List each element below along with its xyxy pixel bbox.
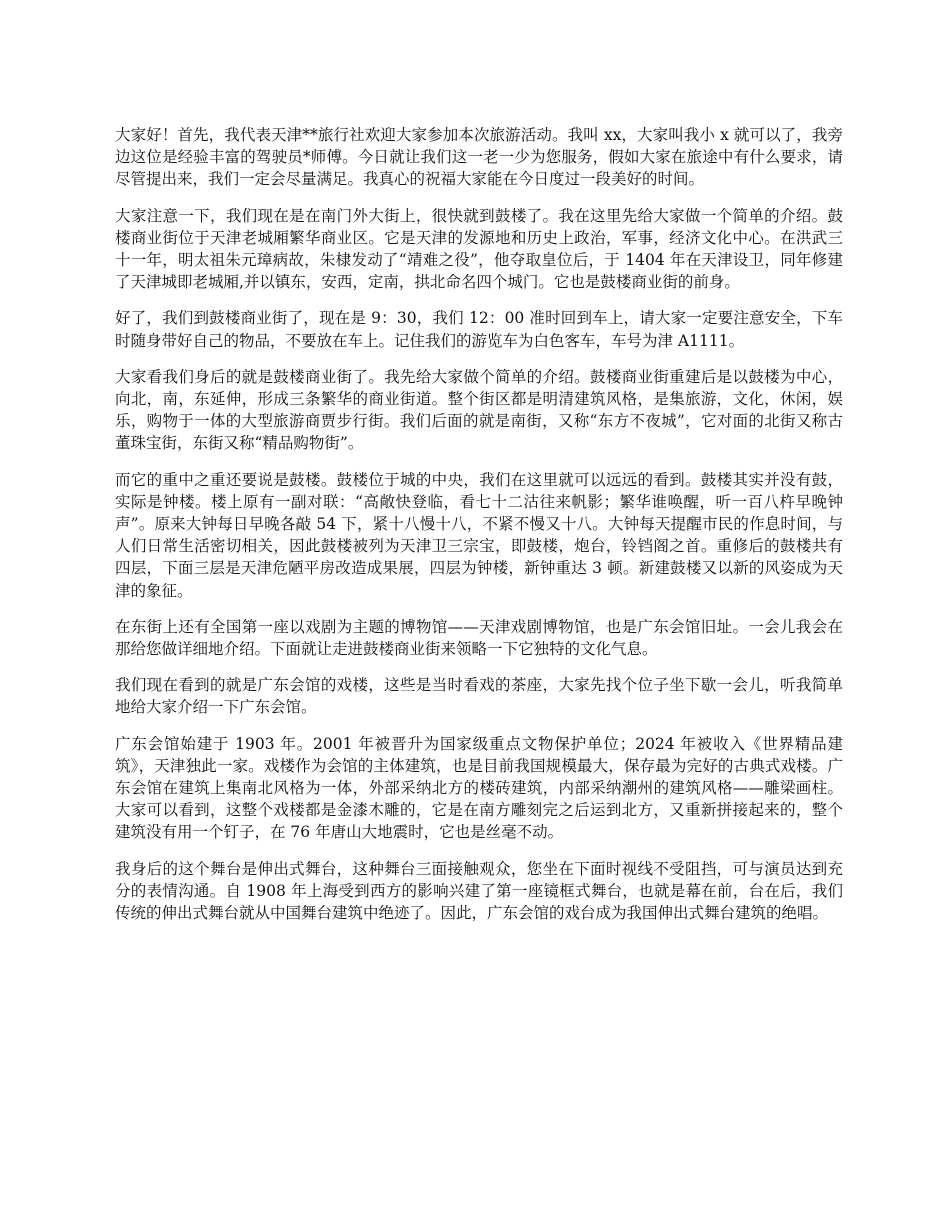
paragraph-opera-museum: 在东街上还有全国第一座以戏剧为主题的博物馆——天津戏剧博物馆，也是广东会馆旧址。一会儿我会在那给您做详细地介绍。下面就让走进鼓楼商业街来领略一下它独特的文化气息。 xyxy=(115,617,843,659)
paragraph-thrust-stage: 我身后的这个舞台是伸出式舞台，这种舞台三面接触观众，您坐在下面时视线不受阻挡，可与演员达到充分的表情沟通。自 1908 年上海受到西方的影响兴建了第一座镜框式舞台，也就是幕在前，台在后，我们传统的伸出式舞台就从中国舞台建筑中绝迹了。因此，广东会馆的戏台成为我国伸出式舞台建筑的绝唱。 xyxy=(115,859,843,923)
paragraph-opera-house-seating: 我们现在看到的就是广东会馆的戏楼，这些是当时看戏的茶座，大家先找个位子坐下歇一会儿，听我简单地给大家介绍一下广东会馆。 xyxy=(115,676,843,717)
paragraph-drum-tower: 而它的重中之重还要说是鼓楼。鼓楼位于城的中央，我们在这里就可以远远的看到。鼓楼其实并没有鼓，实际是钟楼。楼上原有一副对联：“高敞快登临，看七十二沽往来帆影；繁华谁唤醒，听一百八杵早晚钟声”。原来大钟每日早晚各敲 54 下，紧十八慢十八，不紧不慢又十八。大钟每天提醒市民的作息时间，与人们日常生活密切相关，因此鼓楼被列为天津卫三宗宝，即鼓楼，炮台，铃铛阁之首。重修后的鼓楼共有四层，下面三层是天津危陋平房改造成果展，四层为钟楼，新钟重达 3 顿。新建鼓楼又以新的风姿成为天津的象征。 xyxy=(115,470,843,600)
document-page xyxy=(115,124,843,938)
paragraph-welcome: 大家好！首先，我代表天津**旅行社欢迎大家参加本次旅游活动。我叫 xx，大家叫我小 x 就可以了，我旁边这位是经验丰富的驾驶员*师傅。今日就让我们这一老一少为您服务，假如大家在旅途中有什么要求，请尽管提出来，我们一定会尽量满足。我真心的祝福大家能在今日度过一段美好的时间。 xyxy=(115,126,843,189)
paragraph-arrival-notice: 好了，我们到鼓楼商业街了，现在是 9：30，我们 12：00 准时回到车上，请大家一定要注意安全，下车时随身带好自己的物品，不要放在车上。记住我们的游览车为白色客车，车号为津 A1111。 xyxy=(115,309,843,350)
paragraph-street-intro: 大家看我们身后的就是鼓楼商业街了。我先给大家做个简单的介绍。鼓楼商业街重建后是以鼓楼为中心，向北，南，东延伸，形成三条繁华的商业街道。整个街区都是明清建筑风格，是集旅游，文化，休闲，娱乐，购物于一体的大型旅游商贾步行街。我们后面的就是南街，又称“东方不夜城”，它对面的北街又称古董珠宝街，东街又称“精品购物街”。 xyxy=(115,367,843,453)
paragraph-gulou-history: 大家注意一下，我们现在是在南门外大街上，很快就到鼓楼了。我在这里先给大家做一个简单的介绍。鼓楼商业街位于天津老城厢繁华商业区。它是天津的发源地和历史上政治，军事，经济文化中心。在洪武三十一年，明太祖朱元璋病故，朱棣发动了“靖难之役”，他夺取皇位后，于 1404 年在天津设卫，同年修建了天津城即老城厢,并以镇东，安西，定南，拱北命名四个城门。它也是鼓楼商业街的前身。 xyxy=(115,206,843,292)
paragraph-guangdong-guild-hall: 广东会馆始建于 1903 年。2001 年被晋升为国家级重点文物保护单位；2024 年被收入《世界精品建筑》，天津独此一家。戏楼作为会馆的主体建筑，也是目前我国规模最大，保存最为完好的古典式戏楼。广东会馆在建筑上集南北风格为一体，外部采纳北方的楼砖建筑，内部采纳潮州的建筑风格——雕梁画柱。大家可以看到，这整个戏楼都是金漆木雕的，它是在南方雕刻完之后运到北方，又重新拼接起来的，整个建筑没有用一个钉子，在 76 年唐山大地震时，它也是丝毫不动。 xyxy=(115,734,843,842)
